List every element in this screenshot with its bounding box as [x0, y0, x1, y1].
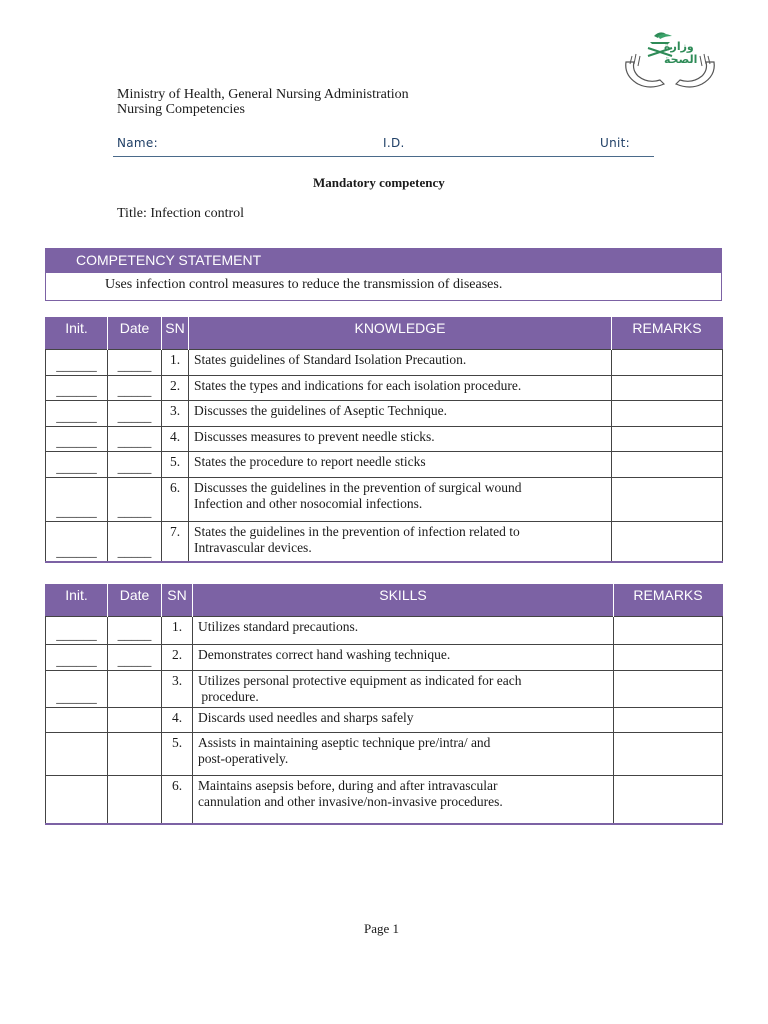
skill-item-line1: Assists in maintaining aseptic technique pre/intra/ and [198, 734, 491, 750]
knowledge-item: Discusses measures to prevent needle sticks. [189, 426, 612, 451]
remarks-cell[interactable] [612, 375, 723, 400]
skill-item: Discards used needles and sharps safely [193, 707, 614, 732]
init-blank[interactable] [46, 707, 108, 732]
date-blank[interactable]: _____ [108, 644, 162, 670]
page-number: Page 1 [364, 921, 400, 936]
knowledge-item-line1: Discusses the guidelines in the prevention of surgical wound [194, 479, 522, 495]
remarks-cell[interactable] [614, 616, 723, 644]
knowledge-item: States guidelines of Standard Isolation Precaution. [189, 349, 612, 375]
col-skills-header: SKILLS [193, 584, 614, 616]
init-blank[interactable]: ______ [46, 616, 108, 644]
table-row [46, 732, 723, 775]
init-blank[interactable]: ______ [46, 451, 108, 477]
init-blank[interactable]: ______ [46, 670, 108, 707]
col-init-header: Init. [46, 317, 108, 349]
skills-header-row [46, 584, 723, 616]
table-row [46, 521, 723, 562]
date-blank[interactable]: _____ [108, 616, 162, 644]
ministry-logo [620, 28, 720, 94]
row-number: 1. [162, 616, 193, 644]
table-row [46, 451, 723, 477]
row-number: 5. [162, 451, 189, 477]
table-row [46, 670, 723, 707]
row-number: 7. [162, 521, 189, 562]
knowledge-item: States the procedure to report needle sticks [189, 451, 612, 477]
skill-item-line2: post-operatively. [198, 750, 289, 766]
init-blank[interactable]: ______ [46, 400, 108, 426]
knowledge-item-line1: States the guidelines in the prevention of infection related to [194, 523, 520, 539]
remarks-cell[interactable] [612, 477, 723, 521]
init-blank[interactable]: ______ [46, 349, 108, 375]
table-row [46, 400, 723, 426]
row-number: 3. [162, 670, 193, 707]
table-row [46, 349, 723, 375]
col-knowledge-header: KNOWLEDGE [189, 317, 612, 349]
date-blank[interactable]: _____ [108, 477, 162, 521]
skill-item: Utilizes standard precautions. [193, 616, 614, 644]
ministry-logo-text: وزارة الصحة [664, 40, 698, 66]
row-number: 2. [162, 644, 193, 670]
row-number: 5. [162, 732, 193, 775]
competency-type: Mandatory competency [313, 175, 445, 190]
id-field-label[interactable]: I.D. [383, 136, 405, 150]
row-number: 6. [162, 477, 189, 521]
remarks-cell[interactable] [612, 521, 723, 562]
row-number: 3. [162, 400, 189, 426]
remarks-cell[interactable] [614, 775, 723, 824]
remarks-cell[interactable] [612, 400, 723, 426]
skill-item-line2: cannulation and other invasive/non-invasive procedures. [198, 793, 503, 809]
competency-statement-heading: COMPETENCY STATEMENT [46, 249, 721, 273]
init-blank[interactable]: ______ [46, 477, 108, 521]
init-blank[interactable]: ______ [46, 521, 108, 562]
table-row [46, 707, 723, 732]
table-row [46, 375, 723, 400]
table-row [46, 775, 723, 824]
col-remarks-header: REMARKS [612, 317, 723, 349]
init-blank[interactable]: ______ [46, 644, 108, 670]
init-blank[interactable]: ______ [46, 426, 108, 451]
competency-statement-text: Uses infection control measures to reduce the transmission of diseases. [105, 277, 503, 292]
remarks-cell[interactable] [614, 644, 723, 670]
row-number: 1. [162, 349, 189, 375]
knowledge-item-line2: Intravascular devices. [194, 539, 312, 555]
skills-table [45, 584, 723, 825]
skill-item [193, 732, 614, 775]
col-init-header: Init. [46, 584, 108, 616]
init-blank[interactable]: ______ [46, 375, 108, 400]
col-remarks-header: REMARKS [614, 584, 723, 616]
competency-statement-box [45, 248, 722, 301]
col-sn-header: SN [162, 584, 193, 616]
table-row [46, 644, 723, 670]
knowledge-item: Discusses the guidelines of Aseptic Technique. [189, 400, 612, 426]
init-blank[interactable] [46, 732, 108, 775]
col-sn-header: SN [162, 317, 189, 349]
date-blank[interactable]: _____ [108, 426, 162, 451]
identity-fields-row [113, 134, 654, 157]
knowledge-header-row [46, 317, 723, 349]
knowledge-item [189, 521, 612, 562]
skill-item: Demonstrates correct hand washing technique. [193, 644, 614, 670]
remarks-cell[interactable] [614, 732, 723, 775]
knowledge-item: States the types and indications for each isolation procedure. [189, 375, 612, 400]
name-field-label[interactable]: Name: [117, 136, 158, 150]
knowledge-item-line2: Infection and other nosocomial infections. [194, 495, 423, 511]
row-number: 2. [162, 375, 189, 400]
table-row [46, 616, 723, 644]
row-number: 6. [162, 775, 193, 824]
skill-item [193, 670, 614, 707]
col-date-header: Date [108, 317, 162, 349]
knowledge-table [45, 317, 723, 563]
skill-item-line1: Maintains asepsis before, during and after intravascular [198, 777, 498, 793]
remarks-cell[interactable] [612, 349, 723, 375]
date-blank[interactable]: _____ [108, 375, 162, 400]
skill-item-line1: Utilizes personal protective equipment as indicated for each [198, 672, 522, 688]
table-row [46, 426, 723, 451]
header-ministry: Ministry of Health, General Nursing Administration [117, 87, 409, 102]
date-blank[interactable]: _____ [108, 521, 162, 562]
header-competencies: Nursing Competencies [117, 102, 245, 117]
col-date-header: Date [108, 584, 162, 616]
row-number: 4. [162, 426, 189, 451]
date-blank[interactable]: _____ [108, 451, 162, 477]
knowledge-item [189, 477, 612, 521]
remarks-cell[interactable] [612, 451, 723, 477]
remarks-cell[interactable] [612, 426, 723, 451]
date-blank[interactable] [108, 707, 162, 732]
date-blank[interactable] [108, 732, 162, 775]
date-blank[interactable]: _____ [108, 400, 162, 426]
date-blank[interactable] [108, 775, 162, 824]
unit-field-label[interactable]: Unit: [600, 136, 630, 150]
table-row [46, 477, 723, 521]
date-blank[interactable]: _____ [108, 349, 162, 375]
competency-title: Title: Infection control [117, 206, 245, 221]
remarks-cell[interactable] [614, 707, 723, 732]
init-blank[interactable] [46, 775, 108, 824]
remarks-cell[interactable] [614, 670, 723, 707]
date-blank[interactable] [108, 670, 162, 707]
skill-item-line2: procedure. [198, 688, 259, 704]
skill-item [193, 775, 614, 824]
row-number: 4. [162, 707, 193, 732]
